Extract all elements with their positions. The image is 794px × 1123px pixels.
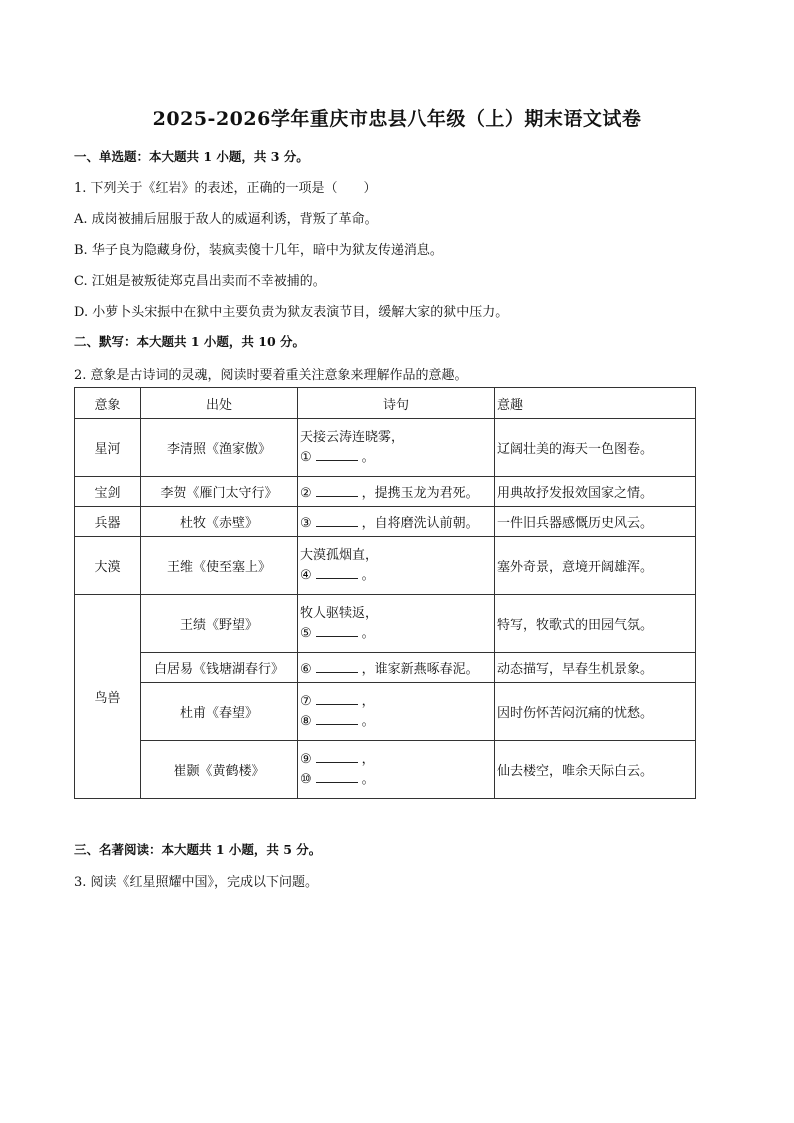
verse-cell bbox=[298, 683, 495, 741]
answer-blank[interactable] bbox=[316, 484, 358, 497]
verse-blank-line: ⑤ 。 bbox=[300, 625, 375, 641]
verse-cell bbox=[298, 595, 495, 653]
q1-option-d: D. 小萝卜头宋振中在狱中主要负责为狱友表演节目，缓解大家的狱中压力。 bbox=[74, 305, 509, 320]
image-cell: 宝剑 bbox=[75, 477, 141, 507]
image-cell: 星河 bbox=[75, 419, 141, 477]
q1-option-c: C. 江姐是被叛徒郑克昌出卖而不幸被捕的。 bbox=[74, 274, 326, 289]
table-row bbox=[75, 507, 696, 537]
source-cell: 王维《使至塞上》 bbox=[141, 537, 298, 595]
poem-table bbox=[74, 387, 696, 799]
source-cell: 李清照《渔家傲》 bbox=[141, 419, 298, 477]
table-row bbox=[75, 477, 696, 507]
q2-stem: 2. 意象是古诗词的灵魂，阅读时要着重关注意象来理解作品的意趣。 bbox=[74, 368, 468, 383]
table-header-row bbox=[75, 388, 696, 419]
verse-cell: ② ，提携玉龙为君死。 bbox=[298, 477, 495, 507]
header-image: 意象 bbox=[75, 388, 141, 419]
table-row bbox=[75, 741, 696, 799]
meaning-cell: 塞外奇景，意境开阔雄浑。 bbox=[495, 537, 696, 595]
meaning-cell: 因时伤怀苦闷沉痛的忧愁。 bbox=[495, 683, 696, 741]
source-cell: 王绩《野望》 bbox=[141, 595, 298, 653]
page-title: 2025-2026学年重庆市忠县八年级（上）期末语文试卷 bbox=[152, 108, 642, 130]
header-verse: 诗句 bbox=[298, 388, 495, 419]
image-cell: 大漠 bbox=[75, 537, 141, 595]
q1-option-b: B. 华子良为隐藏身份，装疯卖傻十几年，暗中为狱友传递消息。 bbox=[74, 243, 443, 258]
meaning-cell: 动态描写，早春生机景象。 bbox=[495, 653, 696, 683]
verse-blank-line: ⑧ 。 bbox=[300, 713, 375, 729]
table-row bbox=[75, 653, 696, 683]
q3-stem: 3. 阅读《红星照耀中国》，完成以下问题。 bbox=[74, 875, 319, 890]
meaning-cell: 仙去楼空，唯余天际白云。 bbox=[495, 741, 696, 799]
verse-blank-line: ⑩ 。 bbox=[300, 771, 375, 787]
header-meaning: 意趣 bbox=[495, 388, 696, 419]
answer-blank[interactable] bbox=[316, 712, 358, 725]
answer-blank[interactable] bbox=[316, 770, 358, 783]
verse-cell bbox=[298, 419, 495, 477]
section2-header: 二、默写：本大题共 1 小题，共 10 分。 bbox=[74, 334, 306, 349]
answer-blank[interactable] bbox=[316, 624, 358, 637]
image-cell: 鸟兽 bbox=[75, 595, 141, 799]
source-cell: 白居易《钱塘湖春行》 bbox=[141, 653, 298, 683]
image-cell: 兵器 bbox=[75, 507, 141, 537]
meaning-cell: 特写，牧歌式的田园气氛。 bbox=[495, 595, 696, 653]
meaning-cell: 辽阔壮美的海天一色图卷。 bbox=[495, 419, 696, 477]
answer-blank[interactable] bbox=[316, 448, 358, 461]
source-cell: 李贺《雁门太守行》 bbox=[141, 477, 298, 507]
section3-header: 三、名著阅读：本大题共 1 小题，共 5 分。 bbox=[74, 842, 322, 857]
verse-blank-line: ④ 。 bbox=[300, 567, 375, 583]
verse-line: 大漠孤烟直， bbox=[300, 547, 379, 563]
answer-blank[interactable] bbox=[316, 514, 358, 527]
meaning-cell: 用典故抒发报效国家之情。 bbox=[495, 477, 696, 507]
answer-blank[interactable] bbox=[316, 750, 358, 763]
table-row bbox=[75, 683, 696, 741]
meaning-cell: 一件旧兵器感慨历史风云。 bbox=[495, 507, 696, 537]
verse-blank-line: ⑨ ， bbox=[300, 751, 375, 767]
source-cell: 杜牧《赤壁》 bbox=[141, 507, 298, 537]
verse-blank-line: ① 。 bbox=[300, 449, 375, 465]
q1-stem: 1. 下列关于《红岩》的表述，正确的一项是（ ） bbox=[74, 181, 377, 196]
section1-header: 一、单选题：本大题共 1 小题，共 3 分。 bbox=[74, 149, 309, 164]
verse-cell bbox=[298, 741, 495, 799]
header-source: 出处 bbox=[141, 388, 298, 419]
answer-blank[interactable] bbox=[316, 660, 358, 673]
verse-cell bbox=[298, 537, 495, 595]
table-row bbox=[75, 595, 696, 653]
verse-cell: ③ ，自将磨洗认前朝。 bbox=[298, 507, 495, 537]
answer-blank[interactable] bbox=[316, 692, 358, 705]
source-cell: 杜甫《春望》 bbox=[141, 683, 298, 741]
table-row bbox=[75, 419, 696, 477]
q1-option-a: A. 成岗被捕后屈服于敌人的威逼利诱，背叛了革命。 bbox=[74, 212, 378, 227]
verse-blank-line: ⑦ ， bbox=[300, 693, 375, 709]
table-row bbox=[75, 537, 696, 595]
answer-blank[interactable] bbox=[316, 566, 358, 579]
verse-line: 天接云涛连晓雾， bbox=[300, 429, 405, 445]
source-cell: 崔颢《黄鹤楼》 bbox=[141, 741, 298, 799]
verse-line: 牧人驱犊返， bbox=[300, 605, 379, 621]
verse-cell: ⑥ ，谁家新燕啄春泥。 bbox=[298, 653, 495, 683]
